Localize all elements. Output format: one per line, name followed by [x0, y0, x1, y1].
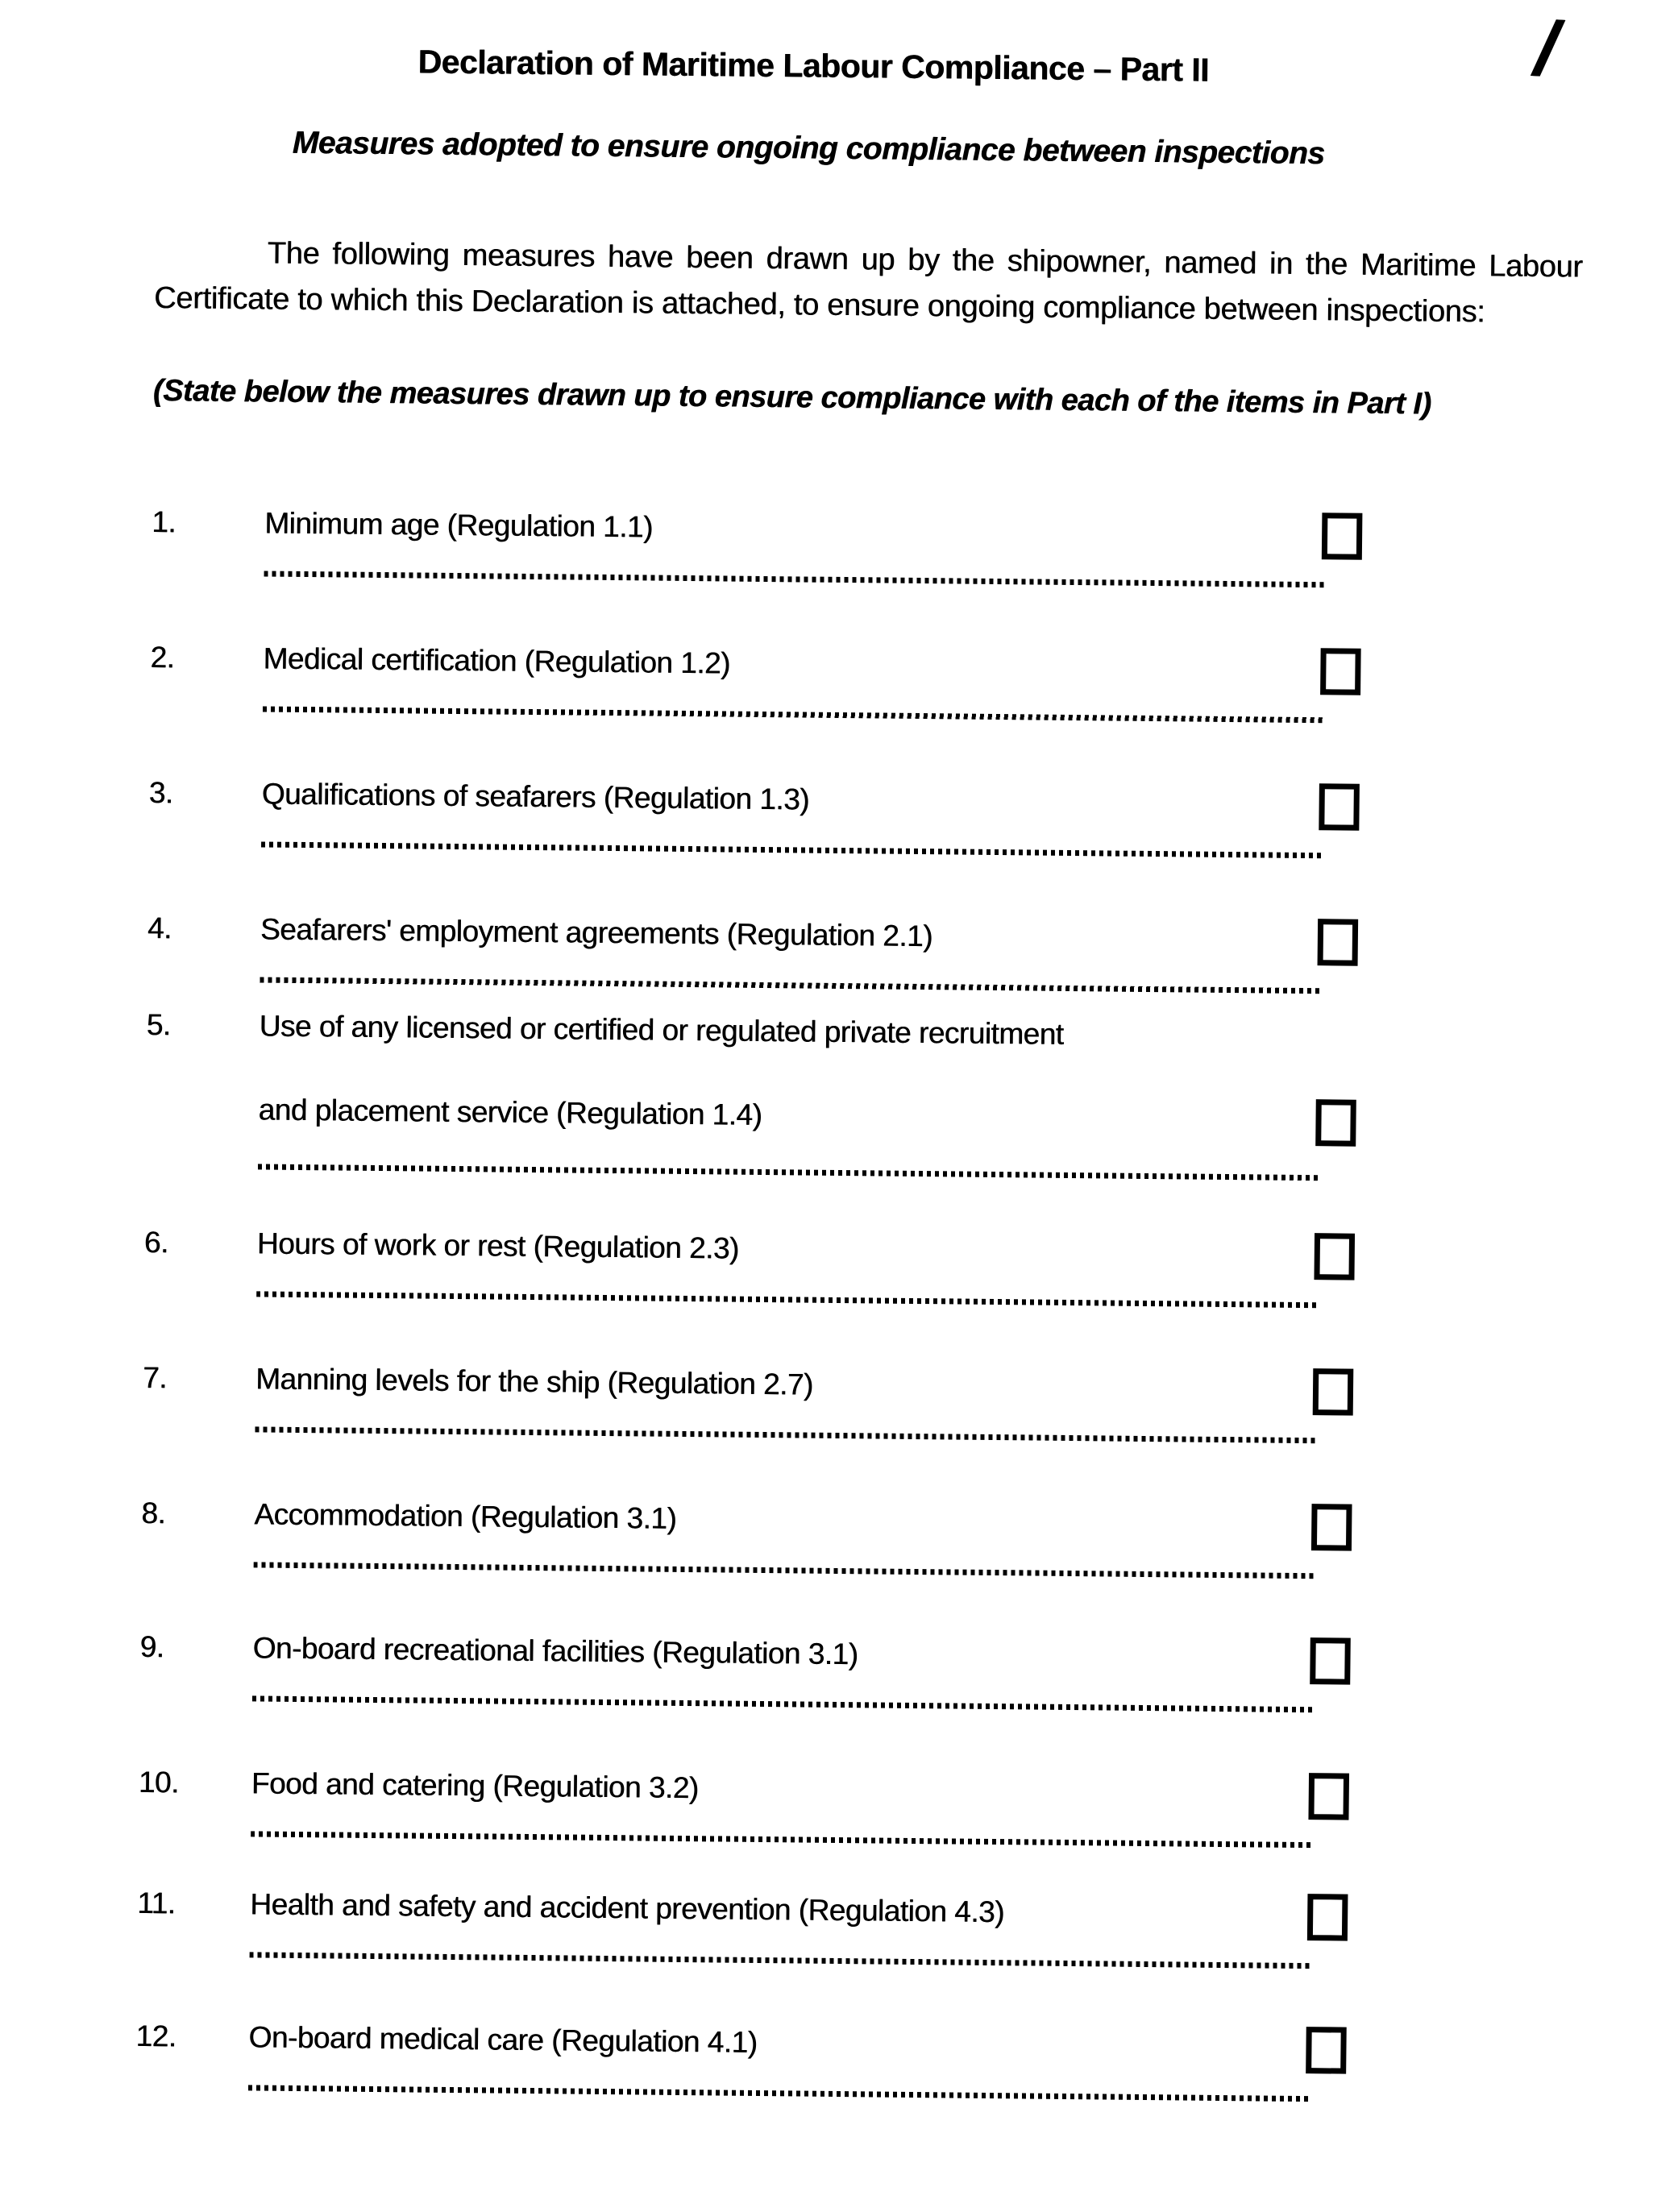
page-subtitle: Measures adopted to ensure ongoing compliance between inspections: [292, 125, 1325, 172]
item-label: On-board medical care (Regulation 4.1): [248, 2020, 758, 2059]
item-checkbox[interactable]: [1307, 1894, 1348, 1941]
answer-dotted-line[interactable]: [256, 1291, 1319, 1308]
item-number: 3.: [148, 775, 173, 810]
item-number: 1.: [152, 505, 177, 539]
item-checkbox[interactable]: [1318, 919, 1359, 966]
checklist-item-5: [144, 1008, 1412, 1239]
item-label: Health and safety and accident prevention (Regulation 4.3): [250, 1887, 1005, 1929]
item-number: 8.: [141, 1496, 166, 1530]
answer-dotted-line[interactable]: [248, 2085, 1310, 2102]
item-checkbox[interactable]: [1308, 1773, 1349, 1820]
item-number: 6.: [143, 1225, 168, 1260]
answer-dotted-line[interactable]: [258, 1164, 1320, 1181]
item-label: Food and catering (Regulation 3.2): [251, 1766, 699, 1805]
item-label: On-board recreational facilities (Regulation 3.1): [252, 1631, 858, 1671]
item-checkbox[interactable]: [1311, 1504, 1352, 1551]
answer-dotted-line[interactable]: [251, 1831, 1313, 1848]
answer-dotted-line[interactable]: [263, 706, 1325, 723]
answer-dotted-line[interactable]: [254, 1562, 1316, 1579]
item-checkbox[interactable]: [1313, 1368, 1354, 1416]
checklist-item-3: [147, 776, 1414, 918]
answer-dotted-line[interactable]: [255, 1426, 1317, 1443]
answer-dotted-line[interactable]: [264, 571, 1327, 587]
checklist-item-2: [149, 641, 1416, 782]
item-number: 7.: [142, 1360, 168, 1395]
intro-paragraph: The following measures have been drawn up by the shipowner, named in the Maritime Labour Certificate to which this Declaration is attached, to ensure ongoing compliance between inspections:: [153, 236, 1583, 330]
checklist-item-9: [139, 1630, 1406, 1772]
item-number: 10.: [138, 1765, 180, 1799]
item-number: 12.: [135, 2019, 177, 2053]
item-checkbox[interactable]: [1322, 513, 1363, 560]
item-number: 2.: [150, 640, 175, 674]
checklist-item-8: [140, 1496, 1407, 1638]
checklist-item-12: [135, 2019, 1402, 2161]
handwritten-page-mark: /: [1532, 5, 1560, 93]
item-label-line2: and placement service (Regulation 1.4): [258, 1093, 762, 1131]
item-number: 9.: [139, 1629, 164, 1664]
item-number: 5.: [146, 1007, 171, 1042]
item-label: Manning levels for the ship (Regulation 2.7): [255, 1362, 813, 1401]
checklist-item-11: [136, 1886, 1403, 2028]
item-checkbox[interactable]: [1315, 1099, 1356, 1147]
answer-dotted-line[interactable]: [261, 841, 1323, 858]
checklist-item-6: [143, 1226, 1410, 1367]
item-checkbox[interactable]: [1310, 1637, 1351, 1685]
item-label: Accommodation (Regulation 3.1): [254, 1497, 677, 1535]
page-title: Declaration of Maritime Labour Compliance – Part II: [417, 43, 1210, 89]
item-label: Hours of work or rest (Regulation 2.3): [256, 1226, 739, 1265]
item-label-line1: Use of any licensed or certified or regulated private recruitment: [259, 1009, 1064, 1051]
checklist-item-7: [142, 1361, 1409, 1503]
item-checkbox[interactable]: [1306, 2027, 1347, 2074]
item-number: 4.: [147, 911, 172, 945]
answer-dotted-line[interactable]: [252, 1695, 1315, 1712]
item-checkbox[interactable]: [1319, 783, 1360, 831]
item-label: Minimum age (Regulation 1.1): [264, 506, 654, 544]
item-label: Medical certification (Regulation 1.2): [263, 641, 731, 680]
item-label: Qualifications of seafarers (Regulation 1.3): [261, 777, 810, 816]
item-checkbox[interactable]: [1320, 648, 1361, 695]
item-label: Seafarers' employment agreements (Regulation 2.1): [260, 912, 933, 953]
answer-dotted-line[interactable]: [260, 977, 1322, 994]
item-checkbox[interactable]: [1314, 1233, 1355, 1280]
answer-dotted-line[interactable]: [250, 1952, 1312, 1969]
instruction-note: (State below the measures drawn up to ensure compliance with each of the items in Part I): [152, 374, 1431, 421]
item-number: 11.: [137, 1886, 176, 1920]
checklist-item-10: [137, 1766, 1404, 1907]
checklist-item-1: [151, 505, 1418, 647]
